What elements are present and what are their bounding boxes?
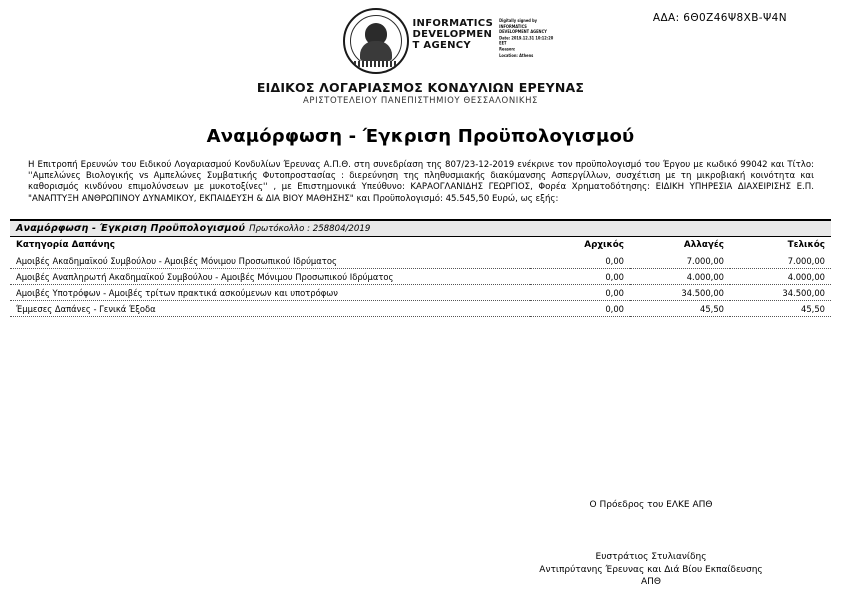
cell-final: 4.000,00 (730, 269, 831, 285)
cell-initial: 0,00 (530, 253, 630, 269)
column-header-changes: Αλλαγές (683, 240, 724, 250)
stamp-line-4: Date: 2019.12.31 10:12:20 (499, 35, 554, 41)
stamp-line-2: INFORMATICS (499, 23, 527, 29)
table-row (10, 285, 831, 301)
stamp-line-7: Location: Athens (499, 52, 534, 58)
budget-table (10, 219, 831, 317)
signature-president-label: Ο Πρόεδρος του ΕΛΚΕ ΑΠΘ (589, 500, 713, 510)
column-header-final: Τελικός (787, 240, 825, 250)
signature-role: Αντιπρύτανης Έρευνας και Διά Βίου Εκπαίδευσης (539, 564, 763, 575)
cell-changes: 4.000,00 (630, 269, 730, 285)
signature-name-block (501, 551, 801, 589)
cell-category: Αμοιβές Υποτρόφων - Αμοιβές τρίτων πρακτικά ασκούμενων και υποτρόφων (10, 285, 530, 301)
page-title: Αναμόρφωση - Έγκριση Προϋπολογισμού (206, 126, 635, 147)
cell-initial: 0,00 (530, 285, 630, 301)
emblem-line-2: DEVELOPMEN (412, 29, 493, 40)
body-paragraph (28, 160, 814, 205)
organization-name: ΕΙΔΙΚΟΣ ΛΟΓΑΡΙΑΣΜΟΣ ΚΟΝΔΥΛΙΩΝ ΕΡΕΥΝΑΣ (256, 80, 585, 95)
stamp-line-3: DEVELOPMENT AGENCY (499, 29, 547, 35)
emblem-row (0, 8, 841, 78)
cell-initial: 0,00 (530, 269, 630, 285)
stamp-line-6: Reason: (499, 46, 516, 52)
seal-base-pattern (354, 61, 398, 67)
budget-table-grid (10, 237, 831, 317)
cell-changes: 7.000,00 (630, 253, 730, 269)
column-header-initial: Αρχικός (584, 240, 624, 250)
emblem-line-3: T AGENCY (412, 40, 471, 51)
signature-name: Ευστράτιος Στυλιανίδης (595, 552, 707, 562)
university-seal-icon (343, 8, 409, 74)
university-name: ΑΡΙΣΤΟΤΕΛΕΙΟΥ ΠΑΝΕΠΙΣΤΗΜΙΟΥ ΘΕΣΣΑΛΟΝΙΚΗΣ (302, 96, 539, 106)
emblem-line-1: INFORMATICS (412, 18, 494, 29)
cell-category: Αμοιβές Ακαδημαϊκού Συμβούλου - Αμοιβές Μόνιμου Προσωπικού Ιδρύματος (10, 253, 530, 269)
emblem-wrap (343, 8, 560, 74)
table-section-title: Αναμόρφωση - Έγκριση Προϋπολογισμού (16, 223, 246, 234)
emblem-agency-text (413, 8, 494, 51)
document-header (0, 8, 841, 106)
cell-final: 34.500,00 (730, 285, 831, 301)
cell-category: Αμοιβές Αναπληρωτή Ακαδημαϊκού Συμβούλου - Αμοιβές Μόνιμου Προσωπικού Ιδρύματος (10, 269, 530, 285)
cell-category: Έμμεσες Δαπάνες - Γενικά Έξοδα (10, 301, 530, 317)
cell-final: 45,50 (730, 301, 831, 317)
cell-initial: 0,00 (530, 301, 630, 317)
table-protocol: Πρωτόκολλο : 258804/2019 (249, 223, 371, 234)
cell-final: 7.000,00 (730, 253, 831, 269)
signature-institution: ΑΠΘ (640, 577, 661, 587)
seal-figure-body (360, 41, 392, 61)
table-section-bar (10, 221, 831, 237)
table-row (10, 301, 831, 317)
cell-changes: 45,50 (630, 301, 730, 317)
stamp-line-5: EET (499, 40, 507, 46)
stamp-line-1: Digitally signed by (499, 18, 538, 23)
table-header-row (10, 237, 831, 253)
ada-code: ΑΔΑ: 6Θ0Ζ46Ψ8ΧΒ-Ψ4Ν (652, 12, 787, 24)
body-paragraph-text: Η Επιτροπή Ερευνών του Ειδικού Λογαριασμού Κονδυλίων Έρευνας Α.Π.Θ. στη συνεδρίαση της 807/23-12-2019 ενέκρινε τον προϋπολογισμό του Έργου με κωδικό 99042 και Τίτλο: ''Αμπελώνες Βιολογικής vs Αμπελώνες Συμβατικής Φυτοπροστασίας : διερεύνηση της πληθυσμιακής διακύμανσης Ασπεργίλλων, συσχέτιση με τη μικροβιακή κοινότητα και καθορισμός κινδύνου επιμολύνσεων με μυκοτοξίνες'' , με Επιστημονικά Υπεύθυνο: ΚΑΡΑΟΓΛΑΝΙΔΗΣ ΓΕΩΡΓΙΟΣ, Φορέα Χρηματοδότησης: ΕΙΔΙΚΗ ΥΠΗΡΕΣΙΑ ΔΙΑΧΕΙΡΙΣΗΣ Ε.Π. "ΑΝΑΠΤΥΞΗ ΑΝΘΡΩΠΙΝΟΥ ΔΥΝΑΜΙΚΟΥ, ΕΚΠΑΙΔΕΥΣΗ & ΔΙΑ ΒΙΟΥ ΜΑΘΗΣΗΣ" και Προϋπολογισμό: 45.545,50 Ευρώ, ως εξής: (28, 160, 814, 204)
table-row (10, 253, 831, 269)
table-row (10, 269, 831, 285)
digital-signature-stamp (499, 8, 559, 58)
column-header-category: Κατηγορία Δαπάνης (16, 240, 115, 250)
cell-changes: 34.500,00 (630, 285, 730, 301)
